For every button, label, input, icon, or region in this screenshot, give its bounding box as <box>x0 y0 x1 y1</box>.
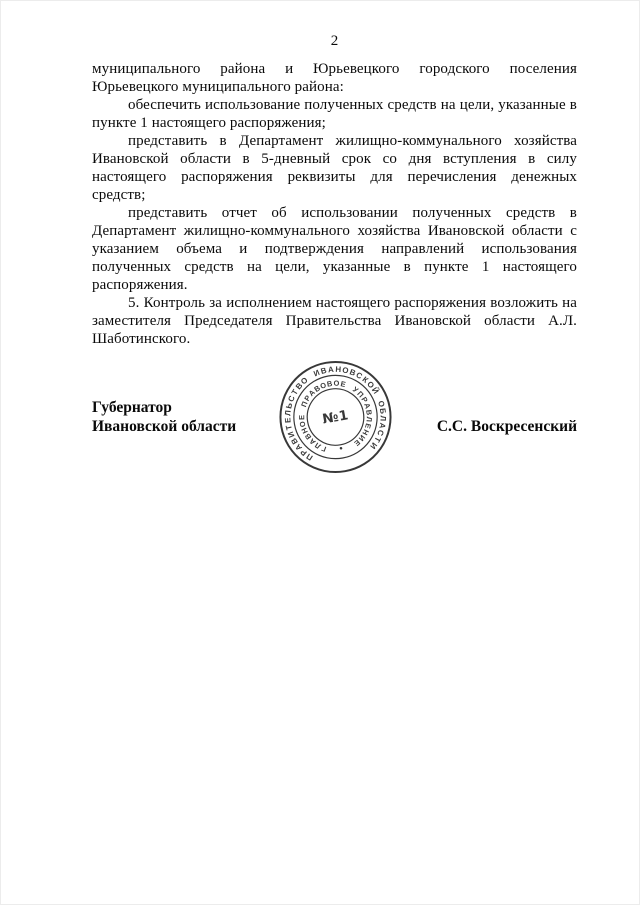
svg-text:В: В <box>326 378 334 389</box>
svg-text:С: С <box>375 428 386 437</box>
svg-text:О: О <box>341 365 350 376</box>
paragraph-item: представить в Департамент жилищно-коммунального хозяйства Ивановской области в 5-дневный срок со дня вступления в силу настоящего распоряжения реквизиты для перечисления денежных средств; <box>92 133 577 203</box>
svg-text:Е: Е <box>352 437 362 448</box>
svg-text:В: В <box>364 409 374 416</box>
svg-text:Е: Е <box>363 422 374 430</box>
document-body <box>92 60 577 348</box>
signer-title <box>92 398 236 436</box>
svg-text:О: О <box>333 378 340 388</box>
stamp-number: №1 <box>321 408 350 428</box>
svg-text:А: А <box>307 436 318 447</box>
svg-text:К: К <box>360 374 370 385</box>
svg-text:В: В <box>312 383 322 394</box>
svg-text:Р: Р <box>302 393 313 403</box>
svg-text:Р: Р <box>298 447 309 458</box>
svg-text:В: В <box>289 436 300 446</box>
svg-text:А: А <box>306 387 317 399</box>
svg-text:О: О <box>297 420 308 428</box>
official-stamp <box>276 357 395 477</box>
paragraph-item-5: 5. Контроль за исполнением настоящего распоряжения возложить на заместителя Председателя Правительства Ивановской области А.Л. Шаботинского. <box>92 295 577 347</box>
svg-text:С: С <box>354 370 364 381</box>
svg-text:О: О <box>376 399 387 409</box>
paragraph-continuation: муниципального района и Юрьевецкого городского поселения Юрьевецкого муниципального района: <box>92 61 577 95</box>
svg-text:Л: Л <box>313 440 323 451</box>
svg-text:И: И <box>356 433 368 443</box>
svg-text:О: О <box>365 379 376 391</box>
stamp-separator-dot <box>340 447 343 450</box>
svg-text:П: П <box>304 451 315 463</box>
svg-text:И: И <box>368 440 379 451</box>
svg-text:Т: Т <box>284 424 294 431</box>
stamp-seal-icon <box>276 357 395 477</box>
signer-title-line1: Губернатор <box>92 399 172 416</box>
svg-text:Г: Г <box>320 443 328 454</box>
svg-text:П: П <box>355 389 366 400</box>
svg-text:Й: Й <box>369 385 381 396</box>
svg-text:С: С <box>286 394 297 404</box>
svg-text:У: У <box>350 384 360 395</box>
svg-text:Е: Е <box>339 379 347 390</box>
svg-text:Б: Б <box>377 407 388 415</box>
svg-text:А: А <box>293 442 304 453</box>
svg-text:О: О <box>299 375 310 387</box>
svg-text:Н: Н <box>299 426 310 435</box>
svg-text:Л: Л <box>364 416 374 423</box>
svg-text:Н: Н <box>360 427 371 437</box>
paragraph-item: обеспечить использование полученных средств на цели, указанные в пункте 1 настоящего распоряжения; <box>92 97 577 131</box>
svg-text:Н: Н <box>335 364 342 375</box>
svg-text:И: И <box>286 430 297 439</box>
svg-text:Т: Т <box>289 387 300 397</box>
signer-name: С.С. Воскресенский <box>436 418 577 435</box>
svg-text:Ь: Ь <box>284 401 295 410</box>
svg-text:Е: Е <box>283 417 293 424</box>
svg-text:Л: Л <box>378 415 388 422</box>
paragraph-item: представить отчет об использовании полученных средств в Департамент жилищно-коммунального хозяйства Ивановской области с указанием объема и подтверждения направлений использования полученных средств на цели, указанные в пункте 1 настоящего распоряжения. <box>92 205 577 293</box>
svg-text:В: В <box>348 367 357 378</box>
svg-text:Р: Р <box>359 395 370 405</box>
svg-text:Т: Т <box>372 435 383 444</box>
svg-text:Е: Е <box>297 414 307 420</box>
svg-text:А: А <box>362 401 373 410</box>
svg-text:В: В <box>319 365 328 376</box>
svg-text:Л: Л <box>283 409 293 417</box>
svg-text:А: А <box>327 364 335 375</box>
signer-title-line2: Ивановской области <box>92 418 237 435</box>
svg-text:О: О <box>318 380 328 391</box>
svg-text:В: В <box>293 381 305 392</box>
svg-text:А: А <box>377 422 388 430</box>
page-number: 2 <box>330 33 339 49</box>
svg-text:И: И <box>312 367 322 379</box>
svg-text:В: В <box>302 431 314 442</box>
svg-text:П: П <box>299 400 310 409</box>
